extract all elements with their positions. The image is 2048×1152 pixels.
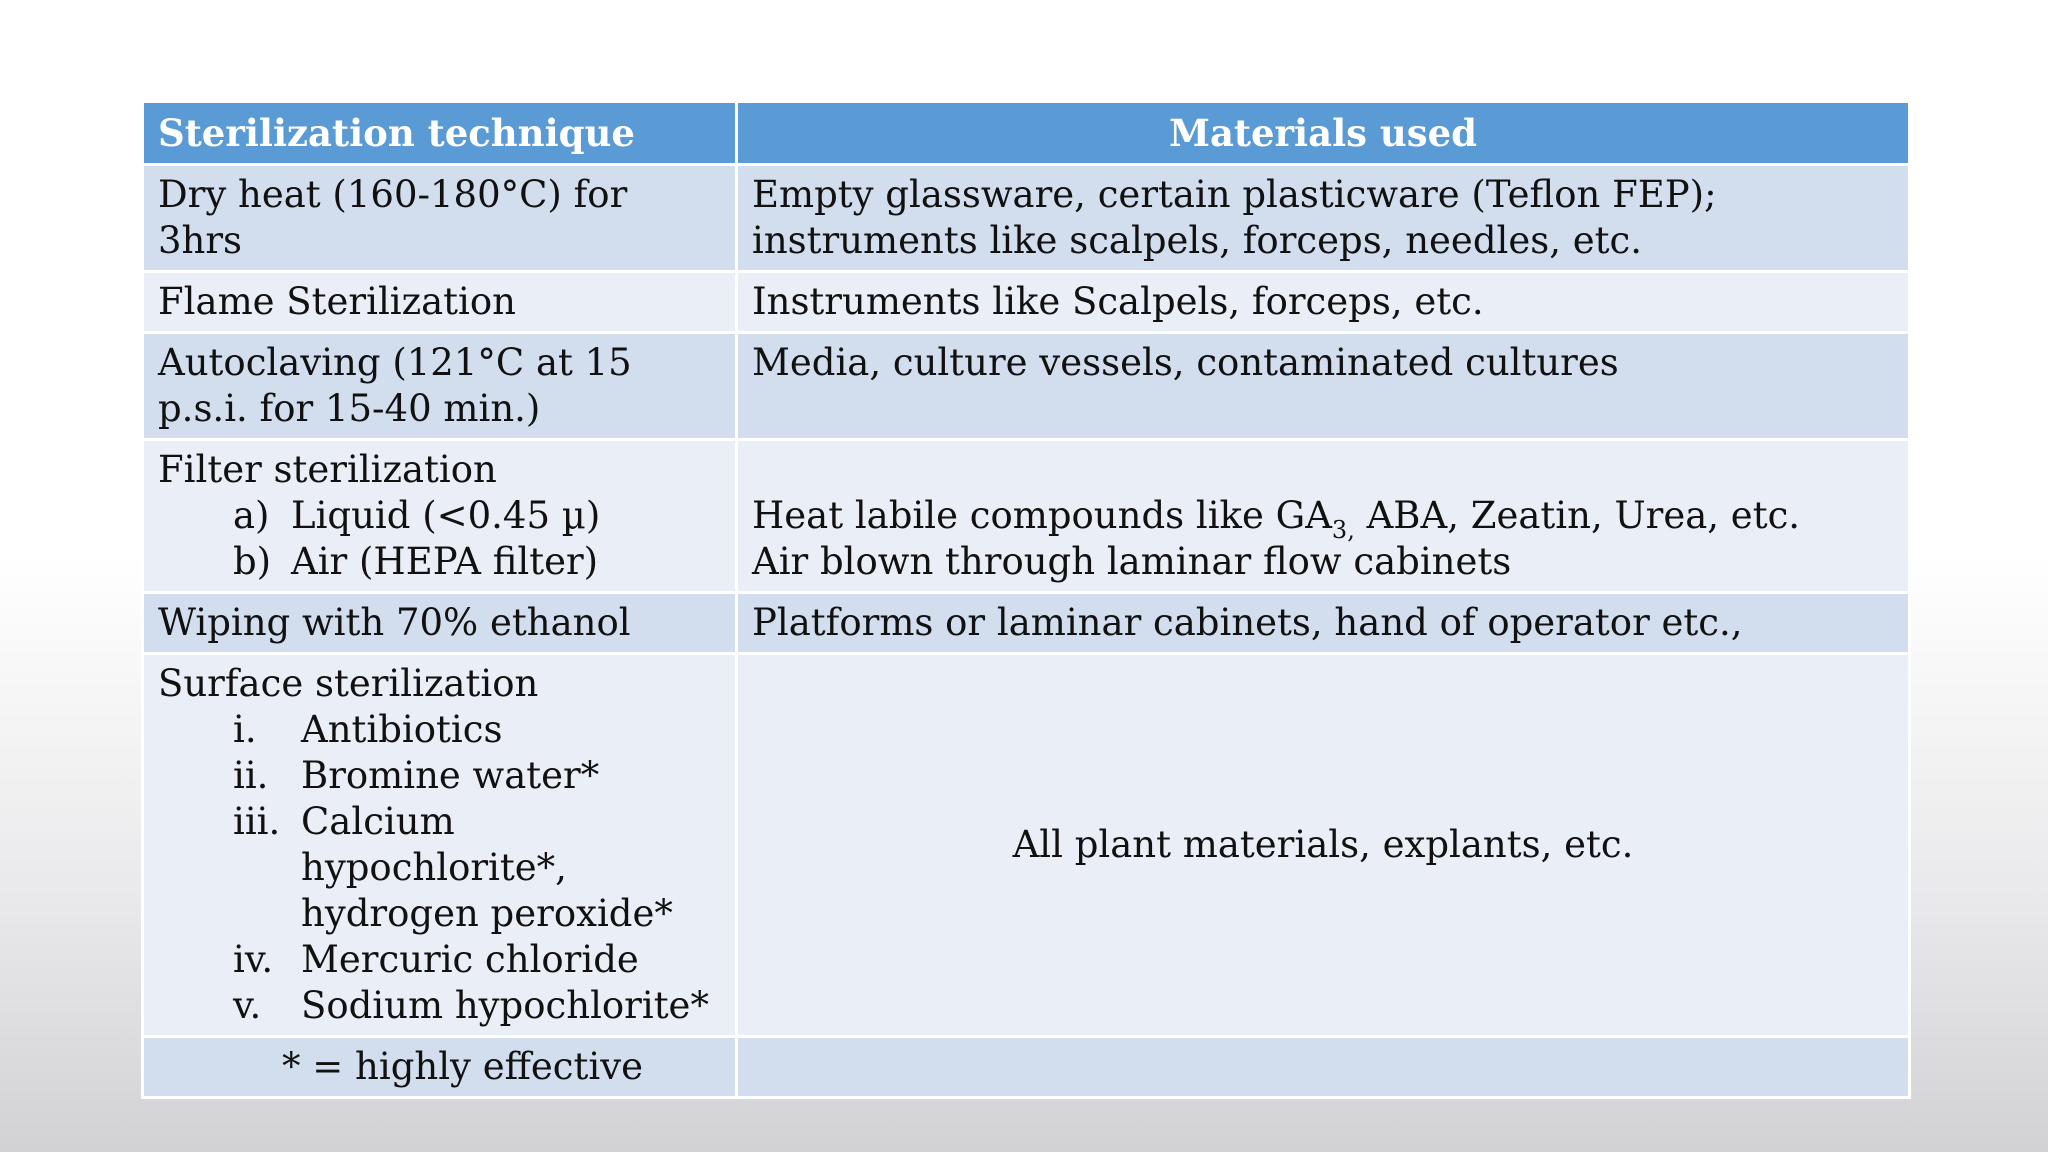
cell-materials: Instruments like Scalpels, forceps, etc. bbox=[737, 272, 1910, 333]
filter-materials-prefix: Heat labile compounds like GA bbox=[752, 494, 1332, 537]
list-item bbox=[158, 983, 721, 1029]
list-label: Liquid (<0.45 µ) bbox=[291, 494, 601, 537]
table-header-row bbox=[143, 102, 1910, 165]
filter-materials-line1 bbox=[752, 493, 1894, 544]
cell-materials-surface: All plant materials, explants, etc. bbox=[737, 654, 1910, 1037]
cell-technique-surface bbox=[143, 654, 737, 1037]
table-row-surface bbox=[143, 654, 1910, 1037]
list-item bbox=[158, 753, 721, 799]
cell-materials: Empty glassware, certain plasticware (Teflon FEP); instruments like scalpels, forceps, needles, etc. bbox=[737, 165, 1910, 272]
filter-materials-subscript: 3, bbox=[1331, 516, 1355, 544]
cell-technique: Autoclaving (121°C at 15 p.s.i. for 15-40 min.) bbox=[143, 333, 737, 440]
filter-materials-suffix: ABA, Zeatin, Urea, etc. bbox=[1354, 494, 1801, 537]
list-label: Air (HEPA filter) bbox=[291, 540, 599, 583]
filter-list bbox=[158, 493, 721, 585]
list-item bbox=[158, 799, 721, 937]
list-label: Calcium hypochlorite*, hydrogen peroxide* bbox=[301, 800, 673, 935]
cell-materials: Media, culture vessels, contaminated cultures bbox=[737, 333, 1910, 440]
list-item bbox=[158, 707, 721, 753]
list-marker: v. bbox=[233, 984, 262, 1027]
cell-technique: Flame Sterilization bbox=[143, 272, 737, 333]
list-marker: ii. bbox=[233, 754, 269, 797]
table-row-wiping bbox=[143, 593, 1910, 654]
cell-materials-filter bbox=[737, 440, 1910, 593]
table-row-footnote bbox=[143, 1037, 1910, 1098]
table-row-filter bbox=[143, 440, 1910, 593]
footnote-empty-cell bbox=[737, 1037, 1910, 1098]
list-marker: a) bbox=[233, 494, 270, 537]
filter-title: Filter sterilization bbox=[158, 448, 497, 491]
list-item bbox=[158, 539, 721, 585]
cell-technique-filter bbox=[143, 440, 737, 593]
footnote-cell: * = highly effective bbox=[143, 1037, 737, 1098]
table-row-autoclaving bbox=[143, 333, 1910, 440]
surface-list bbox=[158, 707, 721, 1029]
list-marker: i. bbox=[233, 708, 257, 751]
cell-materials: Platforms or laminar cabinets, hand of operator etc., bbox=[737, 593, 1910, 654]
list-marker: iv. bbox=[233, 938, 274, 981]
table-row-dry-heat bbox=[143, 165, 1910, 272]
list-marker: b) bbox=[233, 540, 272, 583]
list-label: Sodium hypochlorite* bbox=[301, 984, 709, 1027]
list-item bbox=[158, 937, 721, 983]
table-row-flame bbox=[143, 272, 1910, 333]
list-label: Bromine water* bbox=[301, 754, 600, 797]
surface-title: Surface sterilization bbox=[158, 662, 539, 705]
filter-materials-line2: Air blown through laminar flow cabinets bbox=[752, 540, 1512, 583]
list-item bbox=[158, 493, 721, 539]
header-materials: Materials used bbox=[737, 102, 1910, 165]
list-marker: iii. bbox=[233, 800, 281, 843]
sterilization-table-container bbox=[141, 100, 1908, 1099]
header-technique: Sterilization technique bbox=[143, 102, 737, 165]
cell-technique: Wiping with 70% ethanol bbox=[143, 593, 737, 654]
sterilization-table bbox=[141, 100, 1911, 1099]
list-label: Antibiotics bbox=[301, 708, 503, 751]
list-label: Mercuric chloride bbox=[301, 938, 639, 981]
cell-technique: Dry heat (160-180°C) for 3hrs bbox=[143, 165, 737, 272]
